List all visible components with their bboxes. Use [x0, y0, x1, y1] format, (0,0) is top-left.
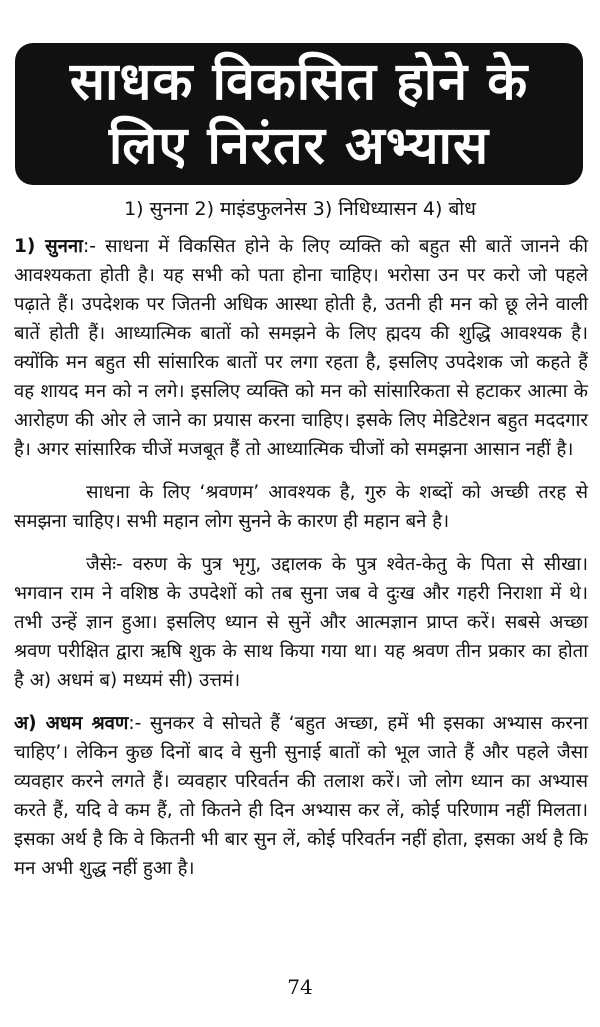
paragraph-body: साधना के लिए ‘श्रवणम’ आवश्यक है, गुरु के शब्दों को अच्छी तरह से समझना चाहिए। सभी महान लोग सुनने के कारण ही महान बने है।	[14, 482, 588, 532]
paragraph-adham-shravan	[14, 709, 588, 883]
paragraph-body: :- साधना में विकसित होने के लिए व्यक्ति को बहुत सी बातें जानने की आवश्यकता होती है। यह सभी को पता होना चाहिए। भरोसा उन पर करो जो पहले पढ़ाते हैं। उपदेशक पर जितनी अधिक आस्था होती है, उतनी ही मन को छू लेने वाली बातें होती हैं। आध्यात्मिक बातों को समझने के लिए ह्मदय की शुद्धि आवश्यक है। क्योंकि मन बहुत सी सांसारिक बातों पर लगा रहता है, इसलिए उपदेशक जो कहते हैं वह शायद मन को न लगे। इसलिए व्यक्ति को मन को सांसारिकता से हटाकर आत्मा के आरोहण की ओर ले जाने का प्रयास करना चाहिए। इसके लिए मेडिटेशन बहुत मददगार है। अगर सांसारिक चीजें मजबूत हैं तो आध्यात्मिक चीजों को समझना आसान नहीं है।	[14, 236, 588, 460]
topics-list: 1) सुनना 2) माइंडफुलनेस 3) निधिध्यासन 4) बोध	[124, 198, 476, 220]
paragraph-body: :- सुनकर वे सोचते हैं ‘बहुत अच्छा, हमें भी इसका अभ्यास करना चाहिए’। लेकिन कुछ दिनों बाद वे सुनी सुनाई बातों को भूल जाते हैं और पहले जैसा व्यवहार करने लगते हैं। व्यवहार परिवर्तन की तलाश करें। जो लोग ध्यान का अभ्यास करते हैं, यदि वे कम हैं, तो कितने ही दिन अभ्यास कर लें, कोई परिणाम नहीं मिलता। इसका अर्थ है कि वे कितनी भी बार सुन लें, कोई परिवर्तन नहीं होता, इसका अर्थ है कि मन अभी शुद्ध नहीं हुआ है।	[14, 713, 588, 879]
paragraph-heading: अ) अधम श्रवण	[14, 713, 129, 734]
paragraph-body: जैसेः- वरुण के पुत्र भृगु, उद्दालक के पुत्र श्वेत-केतु के पिता से सीखा। भगवान राम ने वशिष्ठ के उपदेशों को तब सुना जब वे दुःख और गहरी निराशा में थे। तभी उन्हें ज्ञान हुआ। इसलिए ध्यान से सुनें और आत्मज्ञान प्राप्त करें। सबसे अच्छा श्रवण परीक्षित द्वारा ऋषि शुक के साथ किया गया था। यह श्रवण तीन प्रकार का होता है अ) अधमं ब) मध्यमं सी) उत्तमं।	[14, 554, 588, 691]
paragraph-listening	[14, 232, 588, 464]
paragraph-heading: 1) सुनना	[14, 236, 83, 257]
paragraph-shravanam	[14, 478, 588, 536]
chapter-title-line-2: लिए निरंतर अभ्यास	[108, 116, 490, 176]
body-text	[14, 232, 588, 897]
chapter-title-line-1: साधक विकसित होने के	[69, 52, 529, 112]
page-number: 74	[287, 975, 313, 999]
paragraph-examples	[14, 550, 588, 695]
chapter-title-banner	[15, 43, 583, 185]
